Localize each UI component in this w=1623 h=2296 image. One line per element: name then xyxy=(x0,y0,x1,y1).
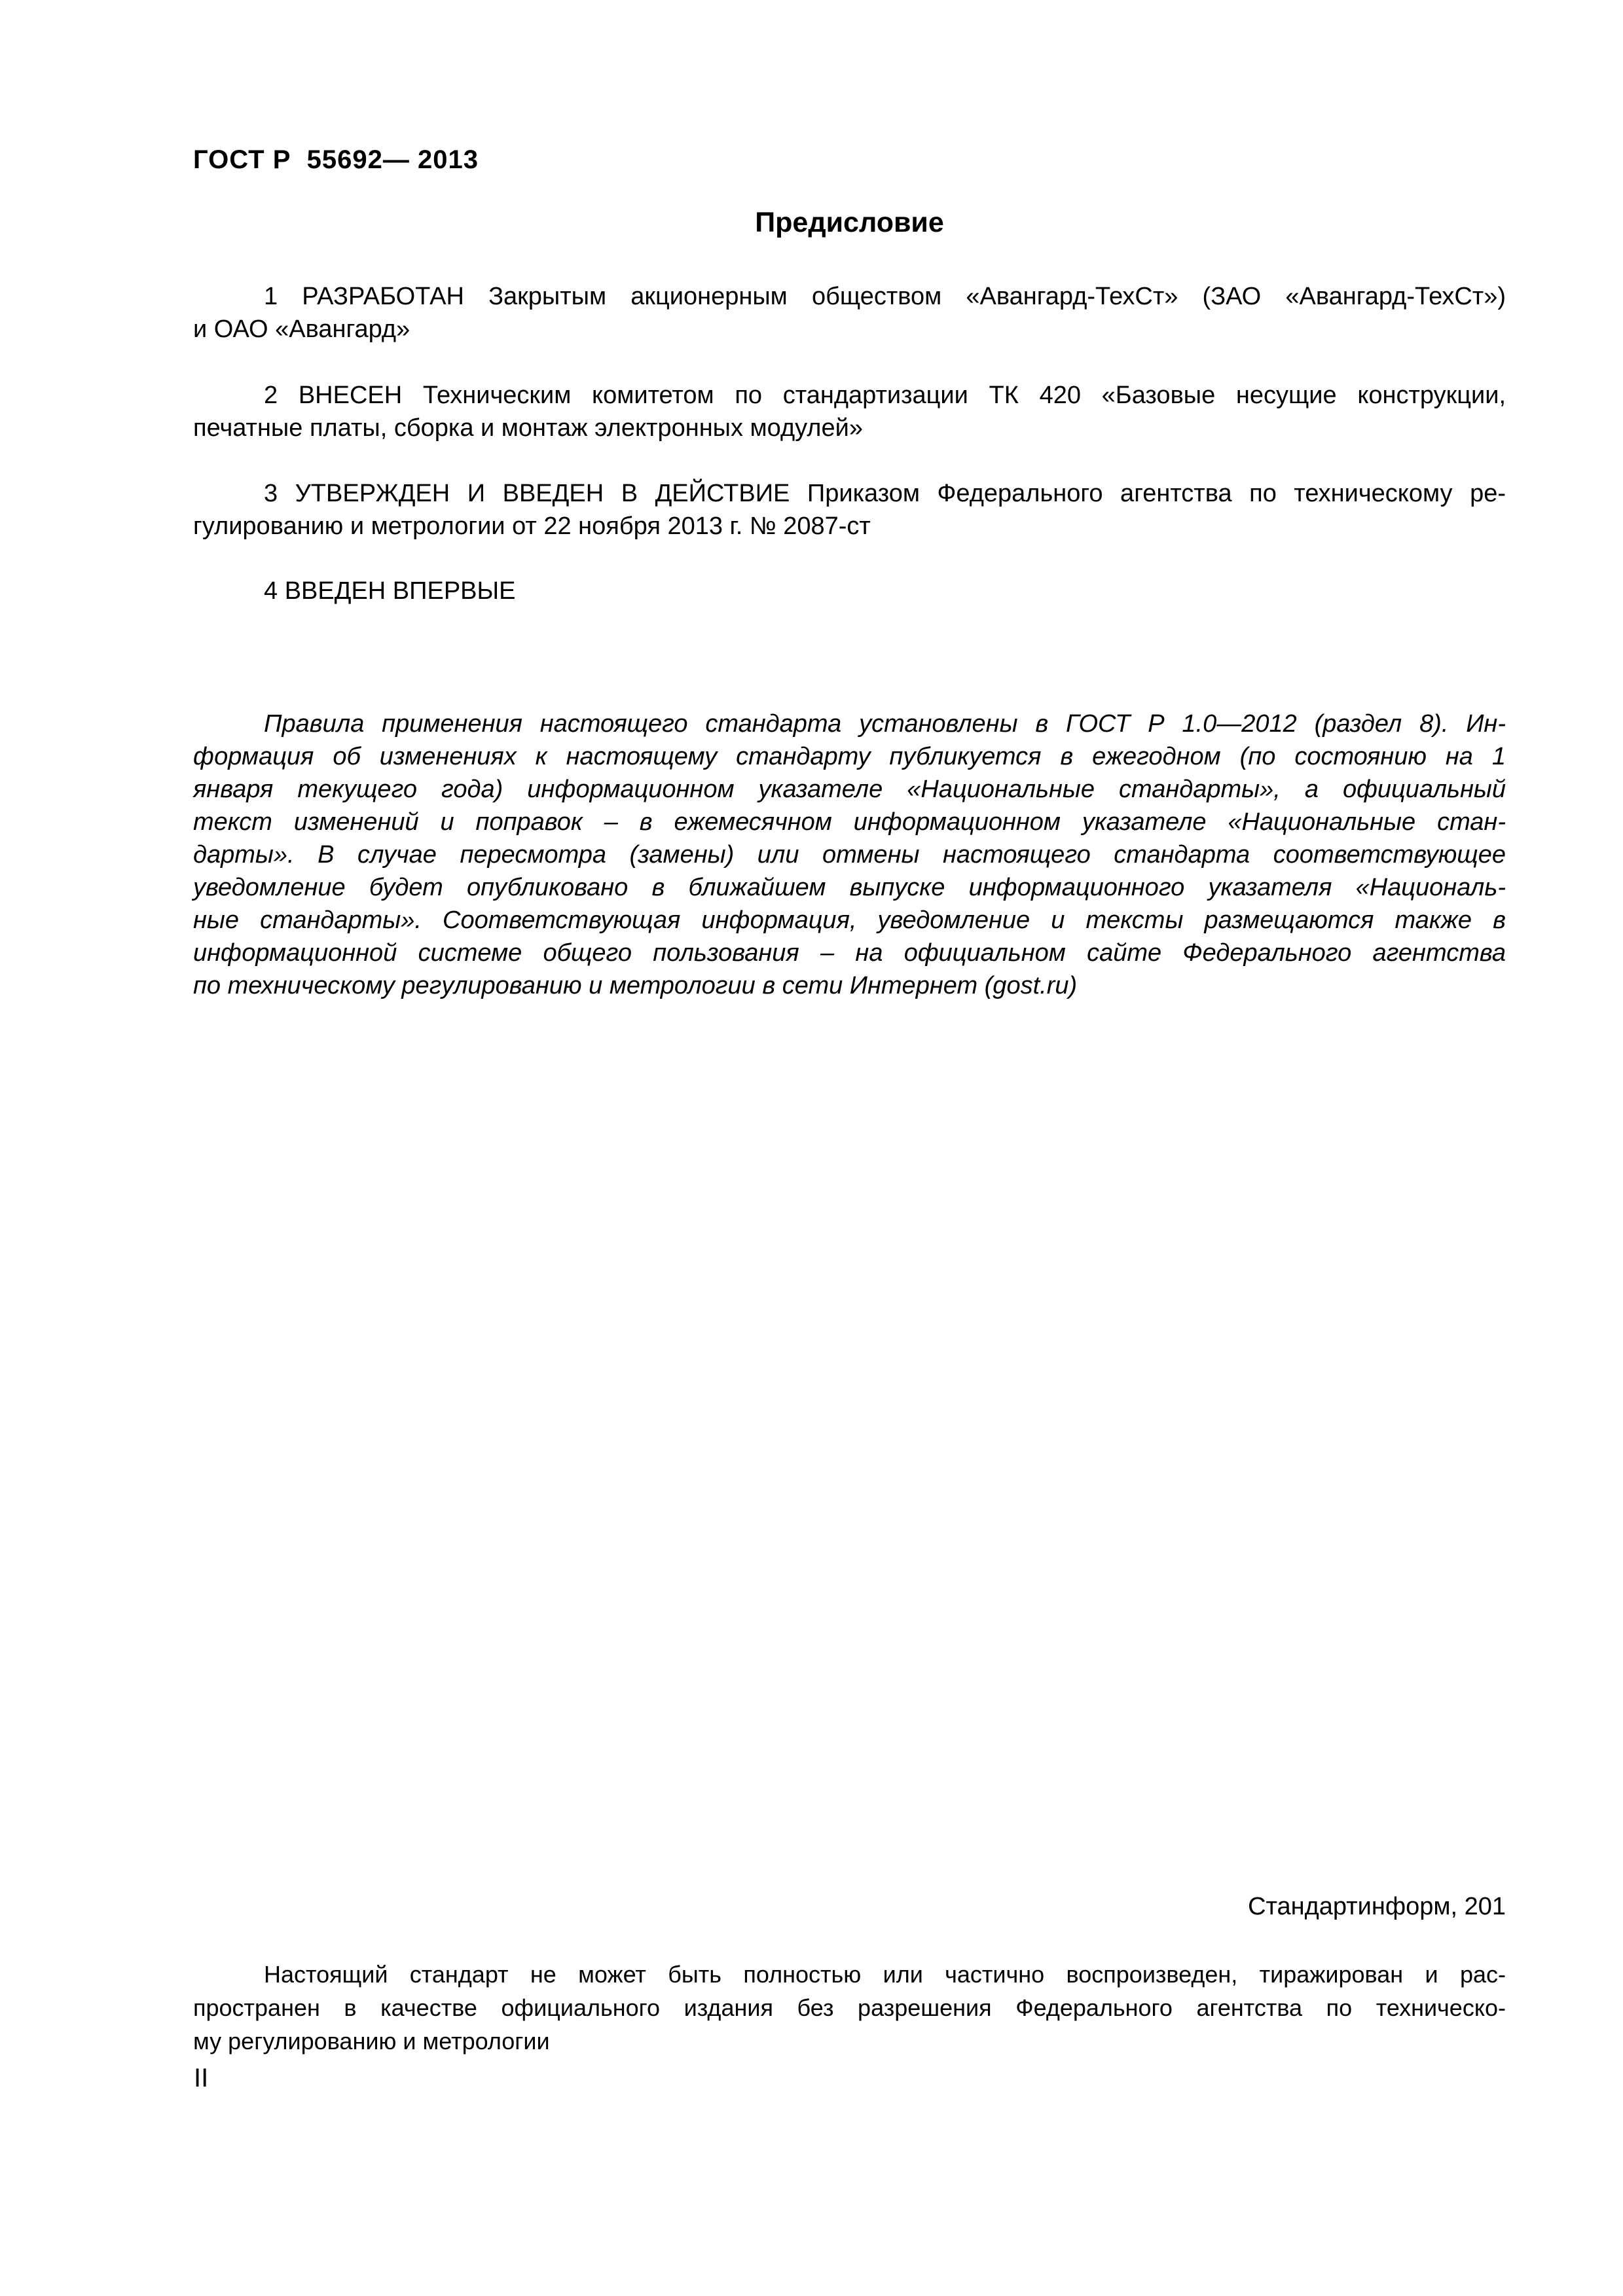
text-line: 1 РАЗРАБОТАН Закрытым акционерным обществом «Авангард-ТехСт» (ЗАО «Авангард-ТехСт») xyxy=(264,283,1506,310)
page-number: II xyxy=(194,2064,209,2092)
text-line: ные стандарты». Соответствующая информация, уведомление и тексты размещаются также в xyxy=(193,906,1506,934)
text-line: и ОАО «Авангард» xyxy=(193,315,410,343)
foreword-paragraph-2 xyxy=(193,379,1506,444)
text-line: 2 ВНЕСЕН Техническим комитетом по стандартизации ТК 420 «Базовые несущие конструкции, xyxy=(264,382,1506,409)
application-rules-note xyxy=(193,708,1506,1002)
text-line: января текущего года) информационном указателе «Национальные стандарты», а официальный xyxy=(193,776,1506,803)
page-title: Предисловие xyxy=(755,207,944,238)
text-line: Правила применения настоящего стандарта установлены в ГОСТ Р 1.0—2012 (раздел 8). Ин- xyxy=(264,710,1506,738)
text-line: дарты». В случае пересмотра (замены) или отмены настоящего стандарта соответствующее xyxy=(193,841,1506,869)
foreword-paragraph-3 xyxy=(193,477,1506,543)
foreword-paragraph-4 xyxy=(193,575,1506,607)
text-line: гулированию и метрологии от 22 ноября 2013 г. № 2087-ст xyxy=(193,512,871,540)
text-line: уведомление будет опубликовано в ближайшем выпуске информационного указателя «Националь- xyxy=(193,874,1506,901)
text-line: пространен в качестве официального издания без разрешения Федерального агентства по техническо- xyxy=(193,1994,1506,2021)
text-line: по техническому регулированию и метрологии в сети Интернет (gost.ru) xyxy=(193,972,1078,999)
text-line: печатные платы, сборка и монтаж электронных модулей» xyxy=(193,414,863,442)
text-line: информационной системе общего пользования – на официальном сайте Федерального агентства xyxy=(193,939,1506,967)
publisher-line: Стандартинформ, 201 xyxy=(1248,1893,1506,1920)
text-line: 4 ВВЕДЕН ВПЕРВЫЕ xyxy=(264,577,516,605)
copyright-notice xyxy=(193,1958,1506,2058)
text-line: му регулированию и метрологии xyxy=(193,2028,550,2054)
doc-code: ГОСТ Р 55692— 2013 xyxy=(193,145,479,174)
text-line: Настоящий стандарт не может быть полностью или частично воспроизведен, тиражирован и рас- xyxy=(264,1961,1506,1988)
text-line: текст изменений и поправок – в ежемесячном информационном указателе «Национальные стан- xyxy=(193,808,1506,836)
foreword-paragraph-1 xyxy=(193,280,1506,346)
text-line: 3 УТВЕРЖДЕН И ВВЕДЕН В ДЕЙСТВИЕ Приказом Федерального агентства по техническому ре- xyxy=(264,480,1506,507)
text-line: формация об изменениях к настоящему стандарту публикуется в ежегодном (по состоянию на 1 xyxy=(193,743,1506,770)
